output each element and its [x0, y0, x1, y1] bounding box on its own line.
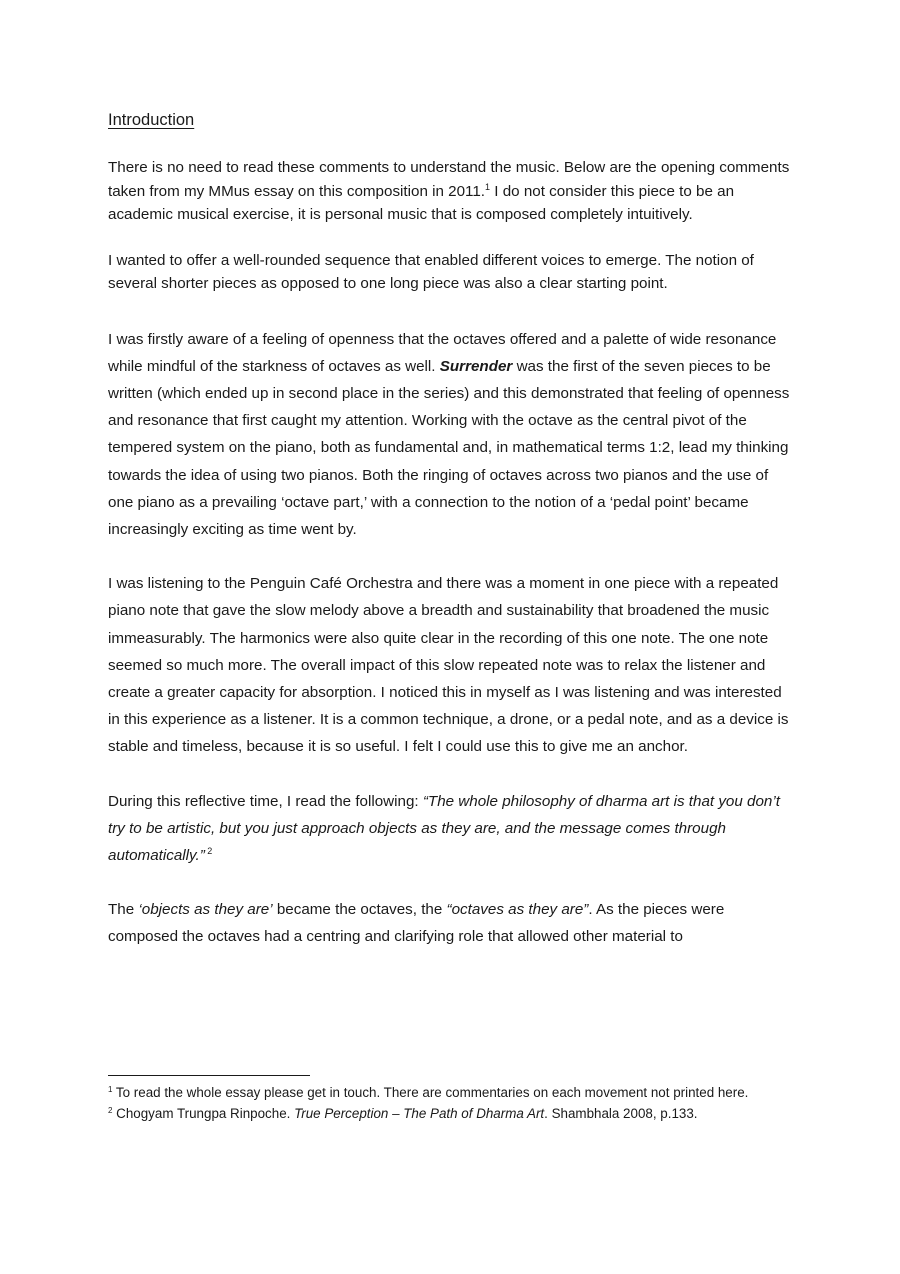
paragraph-2: I wanted to offer a well-rounded sequence that enabled different voices to emerge. The notion of several shorter pieces as opposed to one long piece was also a clear starting point.	[108, 251, 754, 292]
footnote-2-number: 2	[108, 1106, 113, 1115]
paragraph-5-text-a: During this reflective time, I read the following:	[108, 792, 423, 810]
paragraph-3	[108, 326, 792, 544]
page-body	[108, 108, 792, 951]
paragraph-6-italic-1: ‘objects as they are’	[138, 901, 273, 919]
footnote-ref-2: 2	[204, 845, 213, 856]
paragraph-6	[108, 896, 792, 950]
book-title: True Perception – The Path of Dharma Art	[294, 1106, 545, 1121]
footnote-ref-1: 1	[485, 181, 491, 192]
footnote-1-number: 1	[108, 1085, 113, 1094]
paragraph-1-text-a: There is no need to read these comments to understand the music. Below are the opening comments taken from my MMus essay on this composition in 2011.	[108, 159, 790, 200]
paragraph-6-text-c: . As the pieces were composed the octaves had a centring and clarifying role that allowed other material to	[108, 901, 725, 946]
footnote-1	[108, 1082, 792, 1103]
paragraph-6-text-a: The	[108, 901, 139, 919]
section-heading: Introduction	[108, 111, 195, 129]
paragraph-4: I was listening to the Penguin Café Orchestra and there was a moment in one piece with a repeated piano note that gave the slow melody above a breadth and sustainability that broadened the music immeasurably. The harmonics were also quite clear in the recording of this one note. The one note seemed so much more. The overall impact of this slow repeated note was to relax the listener and create a greater capacity for absorption. I noticed this in myself as I was listening and was interested in this experience as a listener. It is a common technique, a drone, or a pedal note, and as a device is stable and timeless, because it is so useful. I felt I could use this to give me an anchor.	[108, 575, 789, 756]
footnote-divider	[108, 1075, 310, 1076]
footnote-2-text-b: . Shambhala 2008, p.133.	[544, 1106, 698, 1121]
footnote-2-text-a: Chogyam Trungpa Rinpoche.	[112, 1106, 295, 1121]
paragraph-3-text-b: was the first of the seven pieces to be written (which ended up in second place in the series) and this demonstrated that feeling of openness and resonance that first caught my attention. Working with the octave as the central pivot of the tempered system on the piano, both as fundamental and, in mathematical terms 1:2, lead my thinking towards the idea of using two pianos. Both the ringing of octaves across two pianos and the use of one piano as a prevailing ‘octave part,’ with a connection to the notion of a ‘pedal point’ became increasingly exciting as time went by.	[108, 357, 790, 538]
piece-title-surrender: Surrender	[439, 357, 513, 375]
dharma-art-quote: “The whole philosophy of dharma art is that you don’t try to be artistic, but you just approach objects as they are, and the message comes through automatically.”	[108, 792, 780, 864]
footnote-1-text: To read the whole essay please get in touch. There are commentaries on each movement not printed here.	[112, 1085, 749, 1100]
paragraph-3-text-a: I was firstly aware of a feeling of openness that the octaves offered and a palette of wide resonance while mindful of the starkness of octaves as well.	[108, 330, 777, 375]
paragraph-5	[108, 788, 792, 870]
footnote-2	[108, 1103, 792, 1124]
paragraph-1	[108, 156, 792, 227]
paragraph-1-text-b: I do not consider this piece to be an academic musical exercise, it is personal music that is composed completely intuitively.	[108, 182, 735, 223]
paragraph-6-text-b: became the octaves, the	[272, 901, 447, 919]
paragraph-6-italic-2: “octaves as they are”	[446, 901, 589, 919]
footnotes	[108, 1082, 792, 1124]
